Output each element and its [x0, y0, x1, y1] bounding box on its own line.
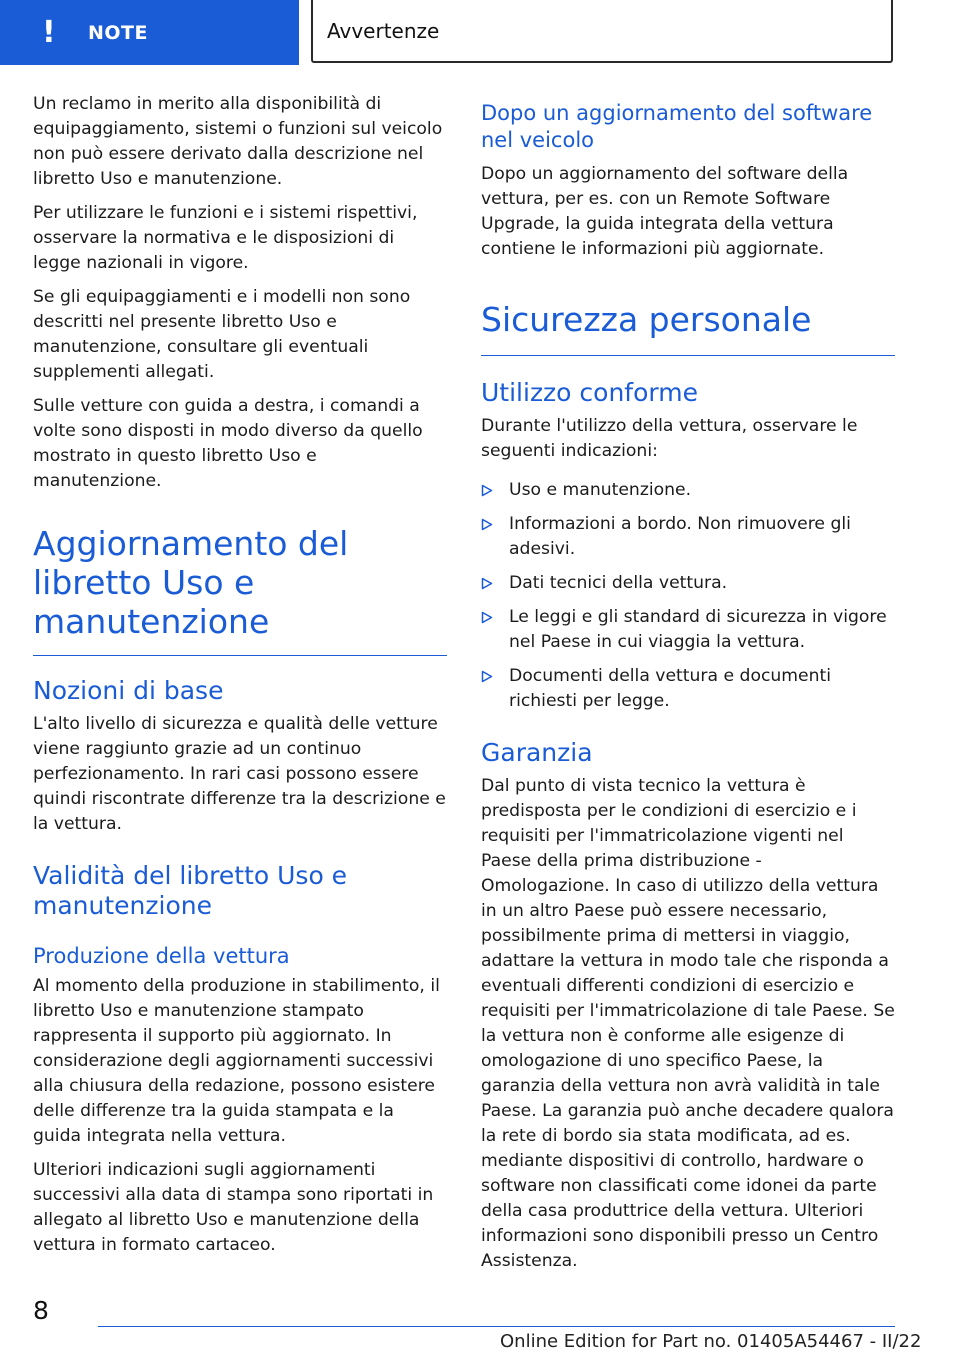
- heading-basics: Nozioni di base: [33, 676, 224, 705]
- triangle-right-icon: [481, 611, 493, 624]
- basics-paragraph: L'alto livello di sicurezza e qualità delle vetture viene raggiunto grazie ad un continuo perfezionamento. In rari casi possono essere quindi riscontrate differenze tra la descrizione e la vettura.: [33, 714, 446, 834]
- heading-rule: [481, 355, 895, 356]
- header-section-box: [311, 0, 893, 63]
- heading-warranty: Garanzia: [481, 738, 593, 767]
- heading-production: Produzione della vettura: [33, 944, 290, 968]
- exclamation-icon: !: [42, 14, 56, 50]
- header-tab-label: NOTE: [88, 21, 148, 44]
- warranty-paragraph: Dal punto di vista tecnico la vettura è predisposta per le condizioni di esercizio e i requisiti per l'immatricolazione vigenti nel Paese della prima distribuzione - Omologazione. In caso di utilizzo della vettura in un altro Paese può essere necessario, possibilmente prima di mettersi in viaggio, adattare la vettura in modo tale che risponda a eventuali differenti condizioni di esercizio e requisiti per l'immatricolazione di tale Paese. Se la vettura non è conforme alle esigenze di omologazione di uno specifico Paese, la garanzia della vettura non avrà validità in tale Paese. La garanzia può anche decadere qualora la rete di bordo sia stata modificata, ad es. mediante dispositivi di controllo, hardware o software non classificati come idonei da parte della casa produttrice della vettura. Ulteriori informazioni sono disponibili presso un Centro Assistenza.: [481, 776, 895, 1271]
- heading-update-manual: Aggiornamento del libretto Uso e manutenzione: [33, 524, 349, 641]
- triangle-right-icon: [481, 484, 493, 497]
- header-note-tab: [0, 0, 299, 65]
- footer-edition: Online Edition for Part no. 01405A54467 - II/22: [500, 1331, 922, 1352]
- production-paragraph-2: Ulteriori indicazioni sugli aggiornamenti successivi alla data di stampa sono riportati in allegato al libretto Uso e manutenzione della vettura in formato cartaceo.: [33, 1160, 434, 1255]
- triangle-right-icon: [481, 518, 493, 531]
- triangle-right-icon: [481, 577, 493, 590]
- software-paragraph: Dopo un aggiornamento del software della vettura, per es. con un Remote Software Upgrade, la guida integrata della vettura contiene le informazioni più aggiornate.: [481, 164, 849, 259]
- list-item: [481, 512, 895, 562]
- proper-use-paragraph: Durante l'utilizzo della vettura, osservare le seguenti indicazioni:: [481, 416, 858, 461]
- heading-software-update: Dopo un aggiornamento del software nel veicolo: [481, 101, 873, 152]
- triangle-right-icon: [481, 670, 493, 683]
- intro-paragraph-1: Un reclamo in merito alla disponibilità di equipaggiamento, sistemi o funzioni sul veicolo non può essere derivato dalla descrizione nel libretto Uso e manutenzione.: [33, 94, 443, 189]
- list-item: [481, 571, 895, 596]
- heading-personal-safety: Sicurezza personale: [481, 300, 812, 339]
- list-item: [481, 478, 895, 503]
- production-paragraph-1: Al momento della produzione in stabilimento, il libretto Uso e manutenzione stampato rappresenta il supporto più aggiornato. In considerazione degli aggiornamenti successivi alla chiusura della redazione, possono esistere delle differenze tra la guida stampata e la guida integrata nella vettura.: [33, 976, 440, 1146]
- heading-rule: [33, 655, 447, 656]
- proper-use-list: [481, 478, 895, 714]
- list-item: [481, 605, 895, 655]
- left-column: [33, 92, 447, 1267]
- intro-paragraph-4: Sulle vetture con guida a destra, i comandi a volte sono disposti in modo diverso da quello mostrato in questo libretto Uso e manutenzione.: [33, 396, 423, 491]
- intro-paragraph-2: Per utilizzare le funzioni e i sistemi rispettivi, osservare la normativa e le disposizioni di legge nazionali in vigore.: [33, 203, 418, 273]
- footer-rule: [98, 1326, 895, 1327]
- intro-paragraph-3: Se gli equipaggiamenti e i modelli non sono descritti nel presente libretto Uso e manutenzione, consultare gli eventuali supplementi allegati.: [33, 287, 411, 382]
- right-column: [481, 100, 895, 1283]
- header-section-label: Avvertenze: [327, 18, 440, 43]
- heading-proper-use: Utilizzo conforme: [481, 378, 698, 407]
- list-item-text: Uso e manutenzione.: [509, 480, 692, 500]
- list-item: [481, 664, 895, 714]
- list-item-text: Documenti della vettura e documenti richiesti per legge.: [509, 666, 832, 711]
- list-item-text: Dati tecnici della vettura.: [509, 573, 728, 593]
- list-item-text: Informazioni a bordo. Non rimuovere gli adesivi.: [509, 514, 851, 559]
- list-item-text: Le leggi e gli standard di sicurezza in vigore nel Paese in cui viaggia la vettura.: [509, 607, 887, 652]
- heading-validity: Validità del libretto Uso e manutenzione: [33, 861, 348, 920]
- page-number: 8: [33, 1296, 49, 1325]
